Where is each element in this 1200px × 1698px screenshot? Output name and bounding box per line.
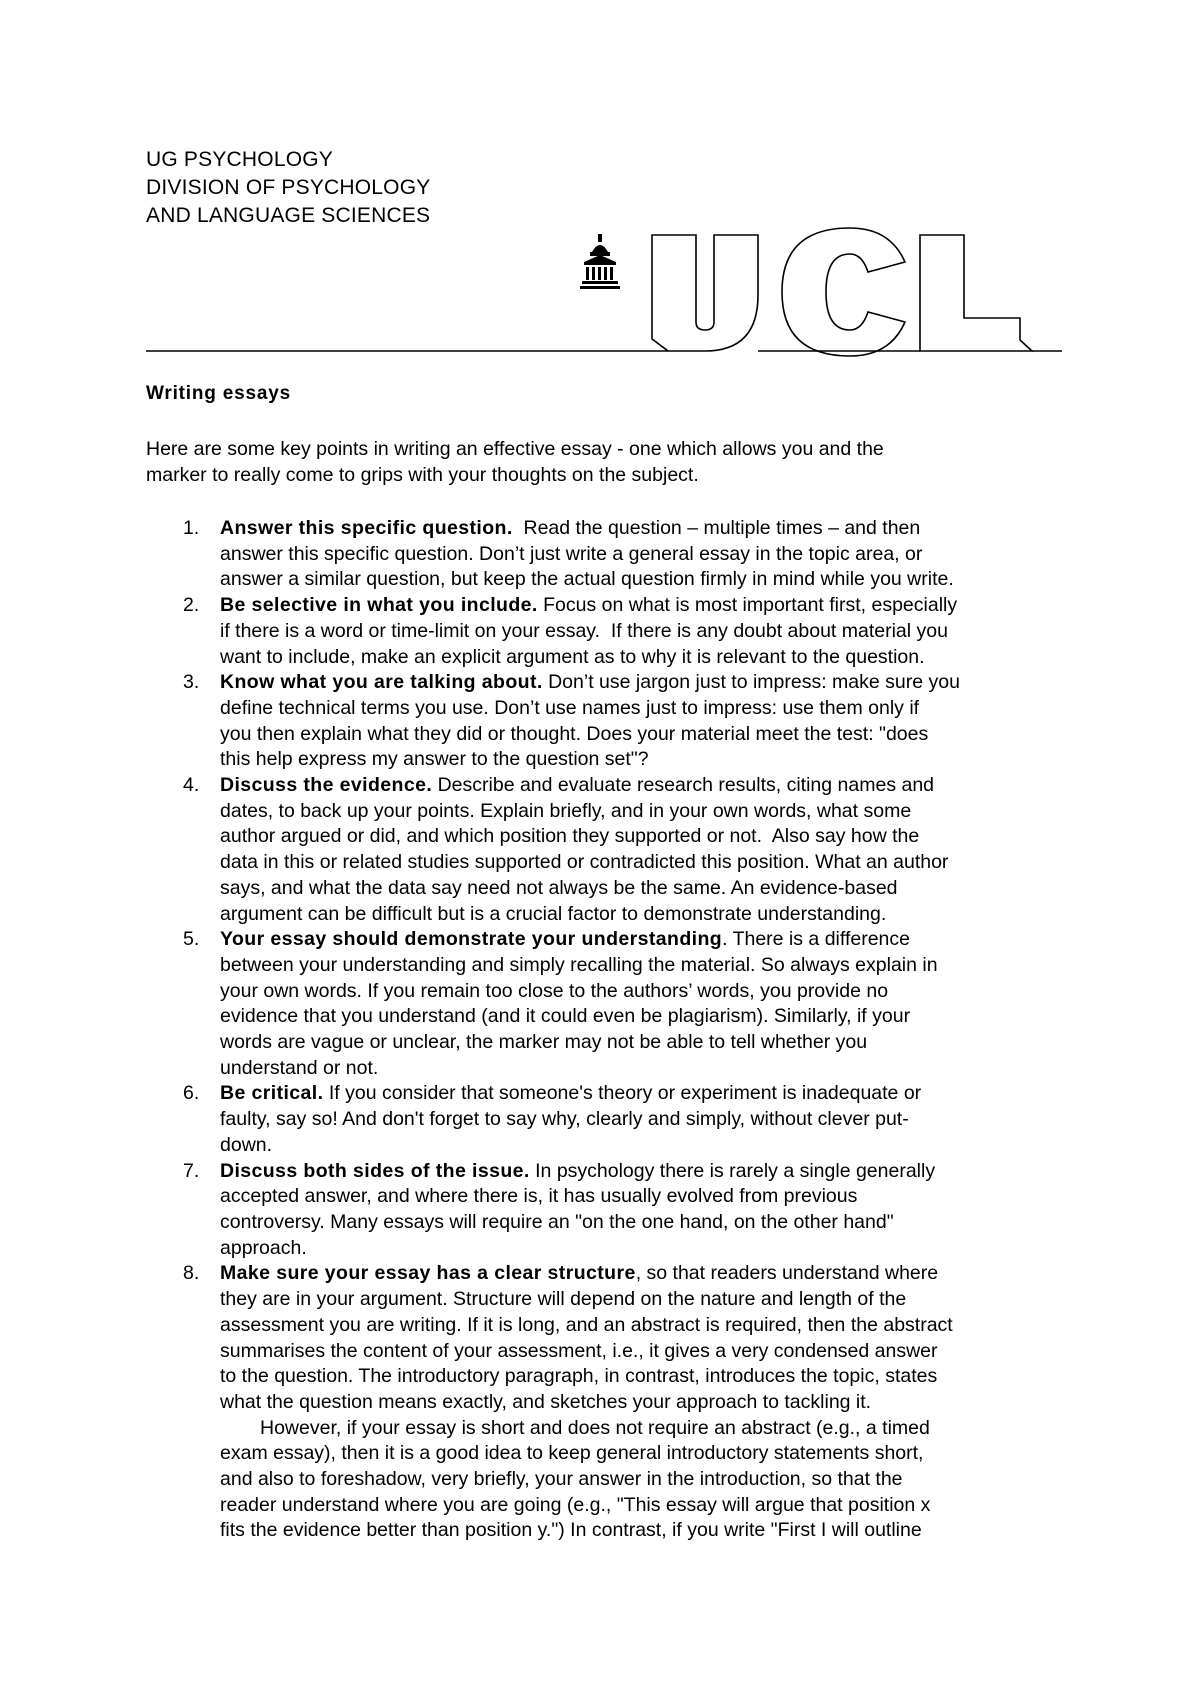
ucl-logo: [0, 0, 1200, 380]
portico-icon: [580, 234, 620, 289]
item-first-text: Focus on what is most important first, especially: [537, 594, 958, 617]
item-line: your own words. If you remain too close to the authors’ words, you provide no: [220, 979, 889, 1002]
item-number: 3.: [183, 671, 200, 694]
header-line-1: UG PSYCHOLOGY: [146, 148, 333, 171]
item-line: exam essay), then it is a good idea to keep general introductory statements short,: [220, 1442, 924, 1465]
item-line: dates, to back up your points. Explain briefly, and in your own words, what some: [220, 799, 912, 822]
item-number: 7.: [183, 1159, 200, 1182]
item-lead: Answer this specific question.: [220, 517, 513, 539]
list-item: [146, 516, 1066, 593]
item-lead: Your essay should demonstrate your understanding: [220, 928, 723, 951]
item-line: understand or not.: [220, 1056, 379, 1079]
item-number: 4.: [183, 774, 200, 797]
list-item: [146, 1081, 1066, 1158]
item-first-text: Read the question – multiple times – and then: [512, 517, 921, 539]
header-line-2: DIVISION OF PSYCHOLOGY: [146, 176, 431, 199]
ucl-letter-c: [782, 228, 905, 356]
item-first-text: Describe and evaluate research results, citing names and: [432, 774, 935, 797]
list-item: [146, 1159, 1066, 1262]
list-item: [146, 670, 1066, 773]
item-first-text: . There is a difference: [722, 928, 910, 951]
item-line: you then explain what they did or thought. Does your material meet the test: "does: [220, 722, 929, 745]
item-line: evidence that you understand (and it could even be plagiarism). Similarly, if your: [220, 1005, 911, 1028]
intro-line: marker to really come to grips with your thoughts on the subject.: [146, 464, 699, 486]
item-first-text: If you consider that someone's theory or experiment is inadequate or: [323, 1082, 922, 1105]
item-line: summarises the content of your assessment, i.e., it gives a very condensed answer: [220, 1339, 938, 1362]
item-first-text: In psychology there is rarely a single generally: [529, 1159, 936, 1182]
item-line: this help express my answer to the question set"?: [220, 748, 649, 771]
item-number: 1.: [183, 517, 200, 539]
item-line: words are vague or unclear, the marker may not be able to tell whether you: [220, 1031, 868, 1054]
ucl-letter-l: [920, 235, 1032, 351]
item-line: assessment you are writing. If it is long, and an abstract is required, then the abstract: [220, 1313, 953, 1336]
item-line: if there is a word or time-limit on your essay. If there is any doubt about material you: [220, 619, 948, 642]
item-line: fits the evidence better than position y.") In contrast, if you write "First I will outline: [220, 1519, 922, 1542]
item-line: However, if your essay is short and does not require an abstract (e.g., a timed: [260, 1416, 930, 1439]
item-lead: Be selective in what you include.: [220, 594, 538, 617]
item-line: accepted answer, and where there is, it has usually evolved from previous: [220, 1185, 858, 1208]
list-item: [146, 593, 1066, 670]
item-number: 6.: [183, 1082, 200, 1105]
item-line: reader understand where you are going (e.g., "This essay will argue that position x: [220, 1493, 931, 1516]
item-line: want to include, make an explicit argument as to why it is relevant to the question.: [220, 645, 925, 668]
item-line: they are in your argument. Structure will depend on the nature and length of the: [220, 1288, 907, 1311]
header-line-3: AND LANGUAGE SCIENCES: [146, 204, 431, 227]
item-lead: Make sure your essay has a clear structure: [220, 1262, 636, 1285]
item-line: faulty, say so! And don't forget to say why, clearly and simply, without clever put-: [220, 1108, 909, 1131]
item-lead: Be critical.: [220, 1082, 324, 1105]
item-line: down.: [220, 1133, 273, 1156]
item-line: answer this specific question. Don’t just write a general essay in the topic area, or: [220, 542, 923, 565]
section-title: Writing essays: [146, 383, 291, 404]
item-lead: Know what you are talking about.: [220, 671, 543, 694]
item-line: says, and what the data say need not always be the same. An evidence-based: [220, 876, 898, 899]
item-line: define technical terms you use. Don’t use names just to impress: use them only if: [220, 696, 920, 719]
item-line: data in this or related studies supported or contradicted this position. What an author: [220, 851, 949, 874]
intro-line: Here are some key points in writing an effective essay - one which allows you and the: [146, 438, 884, 460]
item-line: what the question means exactly, and sketches your approach to tackling it.: [220, 1390, 872, 1413]
header-rule-and-ucl-letters: [146, 235, 758, 351]
logo-text: UCL: [0, 0, 3, 1]
item-first-text: Don’t use jargon just to impress: make sure you: [542, 671, 960, 694]
list-item: [146, 1261, 1066, 1544]
list-item: [146, 927, 1066, 1081]
item-first-text: , so that readers understand where: [635, 1262, 939, 1285]
item-number: 2.: [183, 594, 200, 617]
item-line: between your understanding and simply recalling the material. So always explain in: [220, 953, 938, 976]
item-lead: Discuss both sides of the issue.: [220, 1159, 530, 1182]
item-number: 5.: [183, 928, 200, 951]
item-line: controversy. Many essays will require an "on the one hand, on the other hand": [220, 1210, 894, 1233]
item-line: argument can be difficult but is a crucial factor to demonstrate understanding.: [220, 902, 887, 925]
key-points-list: [146, 516, 1066, 1544]
item-line: approach.: [220, 1236, 307, 1259]
item-line: author argued or did, and which position they supported or not. Also say how the: [220, 825, 920, 848]
item-lead: Discuss the evidence.: [220, 774, 433, 797]
intro-paragraph: [146, 436, 1066, 488]
item-line: to the question. The introductory paragraph, in contrast, introduces the topic, states: [220, 1365, 938, 1388]
list-item: [146, 773, 1066, 927]
item-line: and also to foreshadow, very briefly, your answer in the introduction, so that the: [220, 1468, 903, 1491]
item-line: answer a similar question, but keep the actual question firmly in mind while you write.: [220, 568, 954, 591]
item-number: 8.: [183, 1262, 200, 1285]
